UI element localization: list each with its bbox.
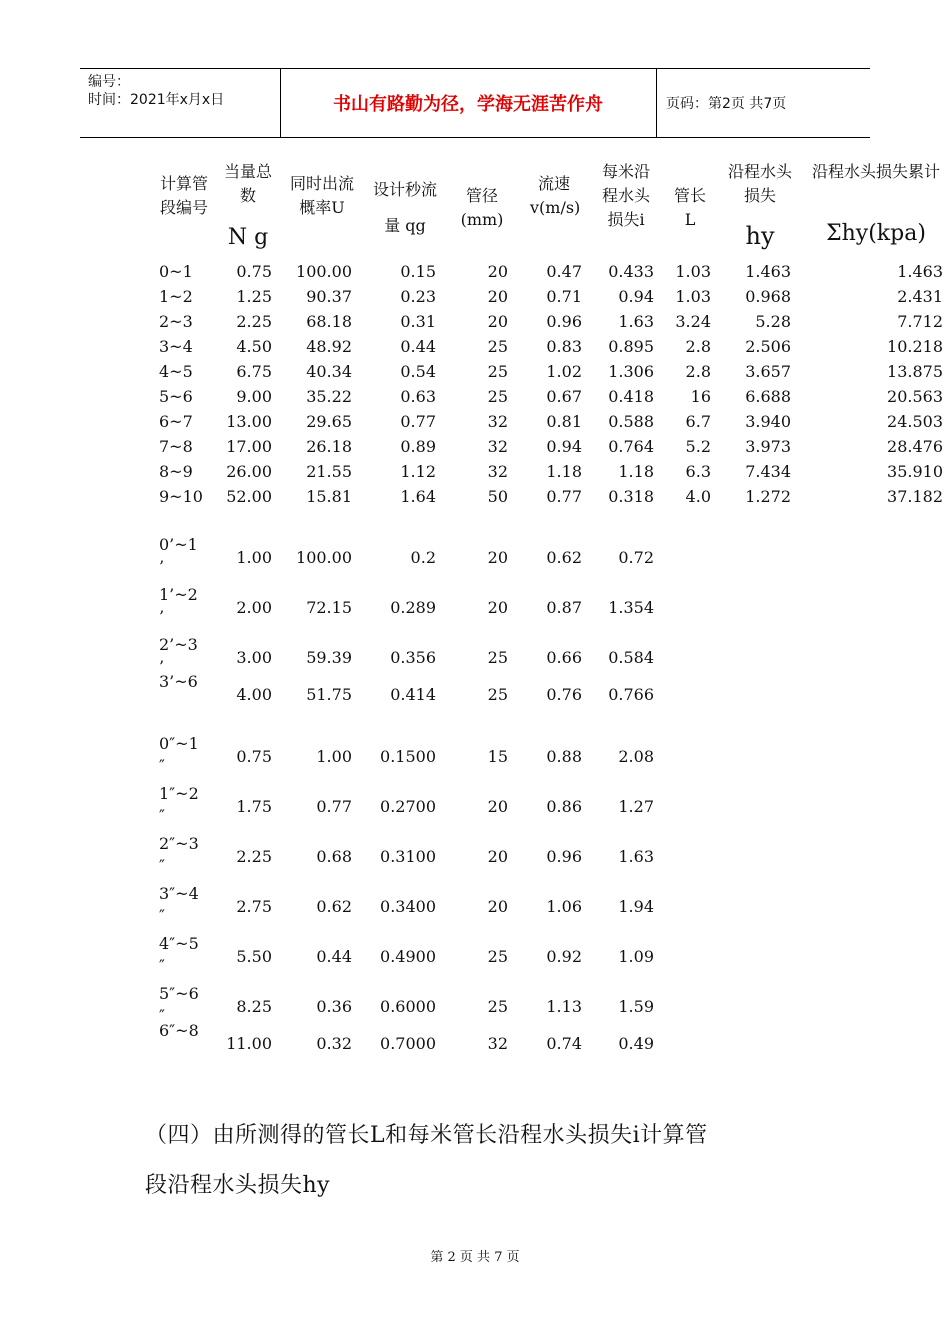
segment-id-suffix: ’: [159, 657, 165, 676]
segment-id: 5~6: [159, 387, 193, 406]
table-cell: 0.44: [316, 947, 352, 966]
table-cell: 25: [487, 947, 508, 966]
table-cell: 13.00: [226, 412, 272, 431]
table-cell: 0.87: [546, 598, 582, 617]
table-cell: 68.18: [306, 312, 352, 331]
segment-id: 2’~3: [159, 635, 198, 654]
table-cell: 17.00: [226, 437, 272, 456]
segment-id: 1’~2: [159, 585, 198, 604]
col-header-sum-sub: Σhy(kpa): [826, 221, 926, 246]
table-cell: 59.39: [306, 648, 352, 667]
col-header-i: 每米沿程水头损失i: [601, 162, 650, 229]
table-cell: 1.94: [618, 897, 654, 916]
header-divider: [280, 69, 281, 137]
table-cell: 0.47: [546, 262, 582, 281]
table-cell: 20: [487, 548, 508, 567]
table-cell: 0.54: [400, 362, 436, 381]
table-cell: 9.00: [236, 387, 272, 406]
table-cell: 0.75: [236, 747, 272, 766]
table-cell: 32: [487, 437, 508, 456]
table-cell: 0.81: [546, 412, 582, 431]
table-cell: 10.218: [887, 337, 943, 356]
table-cell: 0.94: [618, 287, 654, 306]
table-cell: 0.2700: [380, 797, 436, 816]
table-cell: 0.96: [546, 847, 582, 866]
table-cell: 37.182: [887, 487, 943, 506]
segment-id-suffix: ″: [159, 756, 165, 775]
col-header-sum: 沿程水头损失累计: [811, 162, 940, 181]
table-cell: 0.31: [400, 312, 436, 331]
col-header-ng: 当量总数: [223, 162, 272, 205]
col-header-dn: 管径(mm): [460, 186, 504, 229]
segment-id-suffix: ″: [159, 956, 165, 975]
table-cell: 0.356: [390, 648, 436, 667]
table-cell: 0.32: [316, 1034, 352, 1053]
table-cell: 0.414: [390, 685, 436, 704]
segment-id-suffix: ″: [159, 806, 165, 825]
table-cell: 0.968: [745, 287, 791, 306]
table-cell: 15.81: [306, 487, 352, 506]
table-cell: 2.8: [685, 337, 711, 356]
segment-id: 2″~3: [159, 834, 199, 853]
segment-id: 4~5: [159, 362, 193, 381]
table-cell: 100.00: [296, 262, 352, 281]
table-cell: 20: [487, 312, 508, 331]
table-cell: 0.588: [608, 412, 654, 431]
segment-id: 9~10: [159, 487, 203, 506]
table-cell: 29.65: [306, 412, 352, 431]
table-cell: 28.476: [887, 437, 943, 456]
table-cell: 7.712: [897, 312, 943, 331]
segment-id-suffix: ″: [159, 1006, 165, 1025]
table-cell: 1.63: [618, 847, 654, 866]
table-cell: 0.418: [608, 387, 654, 406]
table-cell: 1.00: [316, 747, 352, 766]
table-cell: 1.64: [400, 487, 436, 506]
segment-id: 7~8: [159, 437, 193, 456]
table-cell: 40.34: [306, 362, 352, 381]
table-cell: 25: [487, 362, 508, 381]
paragraph-line-2: 段沿程水头损失hy: [145, 1173, 331, 1198]
segment-id: 3’~6: [159, 672, 198, 691]
table-cell: 0.76: [546, 685, 582, 704]
table-cell: 8.25: [236, 997, 272, 1016]
table-cell: 0.89: [400, 437, 436, 456]
table-cell: 16: [690, 387, 711, 406]
table-cell: 0.62: [546, 548, 582, 567]
col-header-hy-sub: hy: [745, 222, 775, 250]
table-cell: 0.71: [546, 287, 582, 306]
table-cell: 1.12: [400, 462, 436, 481]
table-cell: 11.00: [226, 1034, 272, 1053]
table-cell: 5.50: [236, 947, 272, 966]
table-cell: 90.37: [306, 287, 352, 306]
table-cell: 1.27: [618, 797, 654, 816]
table-cell: 0.895: [608, 337, 654, 356]
table-cell: 3.940: [745, 412, 791, 431]
table-cell: 0.4900: [380, 947, 436, 966]
segment-id-suffix: ’: [159, 557, 165, 576]
table-cell: 20: [487, 847, 508, 866]
table-cell: 20: [487, 287, 508, 306]
table-cell: 6.75: [236, 362, 272, 381]
table-cell: 20: [487, 262, 508, 281]
table-cell: 0.3400: [380, 897, 436, 916]
table-cell: 1.06: [546, 897, 582, 916]
table-cell: 1.03: [675, 287, 711, 306]
table-cell: 2.431: [897, 287, 943, 306]
table-cell: 0.289: [390, 598, 436, 617]
table-cell: 52.00: [226, 487, 272, 506]
table-cell: 15: [487, 747, 508, 766]
table-cell: 20: [487, 598, 508, 617]
table-cell: 50: [487, 487, 508, 506]
header-divider: [656, 69, 657, 137]
table-cell: 0.88: [546, 747, 582, 766]
segment-id: 8~9: [159, 462, 193, 481]
table-cell: 3.00: [236, 648, 272, 667]
segment-id: 5″~6: [159, 984, 199, 1003]
col-header-hy: 沿程水头损失: [728, 162, 793, 205]
table-cell: 25: [487, 648, 508, 667]
segment-id: 0″~1: [159, 734, 199, 753]
table-cell: 0.2: [410, 548, 436, 567]
table-cell: 25: [487, 685, 508, 704]
col-header-seg: 计算管段编号: [159, 174, 208, 217]
table-cell: 72.15: [306, 598, 352, 617]
table-cell: 0.318: [608, 487, 654, 506]
table-cell: 0.72: [618, 548, 654, 567]
segment-id: 1″~2: [159, 784, 199, 803]
table-cell: 25: [487, 337, 508, 356]
page-header: [80, 68, 870, 138]
table-cell: 13.875: [887, 362, 943, 381]
table-cell: 0.77: [400, 412, 436, 431]
table-cell: 1.463: [745, 262, 791, 281]
table-cell: 26.00: [226, 462, 272, 481]
table-cell: 20: [487, 897, 508, 916]
table-cell: 0.83: [546, 337, 582, 356]
table-cell: 0.7000: [380, 1034, 436, 1053]
table-cell: 20.563: [887, 387, 943, 406]
table-cell: 4.0: [685, 487, 711, 506]
table-cell: 100.00: [296, 548, 352, 567]
segment-id: 2~3: [159, 312, 193, 331]
col-header-qg: 设计秒流量 qg: [372, 180, 437, 235]
table-cell: 48.92: [306, 337, 352, 356]
table-cell: 1.18: [618, 462, 654, 481]
table-cell: 1.59: [618, 997, 654, 1016]
motto: 书山有路勤为径，学海无涯苦作舟: [333, 94, 603, 115]
table-cell: 1.03: [675, 262, 711, 281]
table-cell: 0.68: [316, 847, 352, 866]
table-cell: 0.92: [546, 947, 582, 966]
col-header-u: 同时出流概率U: [290, 174, 355, 217]
table-cell: 1.02: [546, 362, 582, 381]
table-cell: 0.62: [316, 897, 352, 916]
table-cell: 0.15: [400, 262, 436, 281]
table-cell: 0.75: [236, 262, 272, 281]
table-cell: 3.657: [745, 362, 791, 381]
segment-id: 6~7: [159, 412, 193, 431]
table-cell: 2.00: [236, 598, 272, 617]
segment-id: 0’~1: [159, 535, 198, 554]
table-cell: 0.63: [400, 387, 436, 406]
segment-id: 3″~4: [159, 884, 199, 903]
table-cell: 6.7: [685, 412, 711, 431]
table-cell: 2.25: [236, 847, 272, 866]
segment-id: 4″~5: [159, 934, 199, 953]
segment-id: 0~1: [159, 262, 193, 281]
table-cell: 2.25: [236, 312, 272, 331]
table-cell: 0.49: [618, 1034, 654, 1053]
col-header-v: 流速 v(m/s): [530, 174, 581, 217]
table-cell: 1.09: [618, 947, 654, 966]
table-cell: 1.18: [546, 462, 582, 481]
table-cell: 2.506: [745, 337, 791, 356]
table-cell: 1.354: [608, 598, 654, 617]
table-cell: 0.77: [316, 797, 352, 816]
table-cell: 0.44: [400, 337, 436, 356]
col-header-ng-sub: N g: [227, 225, 269, 250]
table-cell: 35.22: [306, 387, 352, 406]
table-cell: 5.2: [685, 437, 711, 456]
table-cell: 6.3: [685, 462, 711, 481]
segment-id-suffix: ″: [159, 856, 165, 875]
table-cell: 2.8: [685, 362, 711, 381]
table-cell: 1.13: [546, 997, 582, 1016]
segment-id-suffix: ’: [159, 607, 165, 626]
table-cell: 0.433: [608, 262, 654, 281]
table-cell: 6.688: [745, 387, 791, 406]
table-cell: 0.94: [546, 437, 582, 456]
table-cell: 0.766: [608, 685, 654, 704]
table-cell: 32: [487, 412, 508, 431]
segment-id: 6″~8: [159, 1021, 199, 1040]
table-cell: 1.75: [236, 797, 272, 816]
table-cell: 32: [487, 462, 508, 481]
table-cell: 32: [487, 1034, 508, 1053]
table-cell: 0.96: [546, 312, 582, 331]
segment-id-suffix: ″: [159, 906, 165, 925]
table-cell: 1.306: [608, 362, 654, 381]
table-cell: 1.00: [236, 548, 272, 567]
table-cell: 0.36: [316, 997, 352, 1016]
table-cell: 0.77: [546, 487, 582, 506]
table-cell: 0.86: [546, 797, 582, 816]
table-cell: 0.66: [546, 648, 582, 667]
table-cell: 0.74: [546, 1034, 582, 1053]
table-cell: 0.67: [546, 387, 582, 406]
table-cell: 2.75: [236, 897, 272, 916]
table-cell: 1.463: [897, 262, 943, 281]
table-cell: 0.764: [608, 437, 654, 456]
col-header-len: 管长 L: [673, 186, 706, 229]
table-cell: 25: [487, 387, 508, 406]
table-cell: 24.503: [887, 412, 943, 431]
table-cell: 1.272: [745, 487, 791, 506]
table-cell: 0.1500: [380, 747, 436, 766]
table-cell: 0.23: [400, 287, 436, 306]
table-cell: 7.434: [745, 462, 791, 481]
table-cell: 1.63: [618, 312, 654, 331]
header-meta: [88, 73, 224, 109]
page-footer: 第 2 页 共 7 页: [430, 1250, 520, 1265]
table-cell: 26.18: [306, 437, 352, 456]
table-cell: 3.24: [675, 312, 711, 331]
table-cell: 0.584: [608, 648, 654, 667]
date-label: 时间：2021年x月x日: [88, 92, 225, 108]
table-cell: 2.08: [618, 747, 654, 766]
page-code: 页码：第2页 共7页: [666, 96, 787, 112]
table-cell: 5.28: [755, 312, 791, 331]
table-cell: 4.00: [236, 685, 272, 704]
table-cell: 1.25: [236, 287, 272, 306]
table-cell: 20: [487, 797, 508, 816]
table-cell: 3.973: [745, 437, 791, 456]
paragraph-line-1: （四）由所测得的管长L和每米管长沿程水头损失i计算管: [145, 1123, 708, 1148]
segment-id: 1~2: [159, 287, 193, 306]
number-label: 编号：: [88, 74, 130, 90]
table-cell: 0.6000: [380, 997, 436, 1016]
table-cell: 21.55: [306, 462, 352, 481]
table-cell: 0.3100: [380, 847, 436, 866]
table-cell: 51.75: [306, 685, 352, 704]
table-cell: 35.910: [887, 462, 943, 481]
table-cell: 25: [487, 997, 508, 1016]
segment-id: 3~4: [159, 337, 193, 356]
table-cell: 4.50: [236, 337, 272, 356]
